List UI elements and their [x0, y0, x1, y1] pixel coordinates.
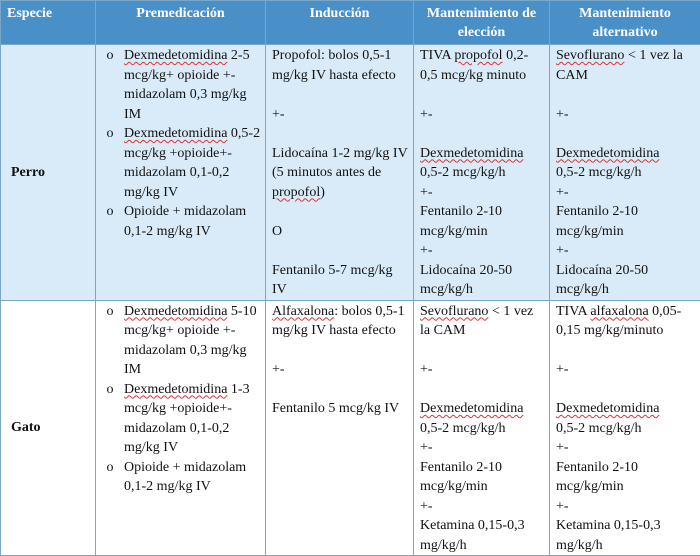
bullet-icon: o [102, 458, 118, 478]
mant-dex-dose: 0,5-2 mcg/kg/h [420, 419, 545, 439]
premed-option [102, 46, 261, 124]
drug-name: Dexmedetomidina [124, 126, 227, 141]
bullet-icon: o [102, 46, 118, 66]
row-gato [1, 300, 700, 556]
alt-tiva: TIVA alfaxalona 0,05-0,15 mg/kg/minuto [556, 302, 696, 341]
drug-name: Opioide + [124, 204, 181, 219]
bullet-icon: o [102, 302, 118, 322]
drug-dose: 1-3 mcg/kg +opioide+- midazolam 0,1-0,2 mg/kg IV [124, 382, 250, 456]
premed-option [102, 124, 261, 202]
separator: +- [420, 497, 545, 517]
drug-name: Dexmedetomidina [124, 304, 227, 319]
bullet-icon: o [102, 124, 118, 144]
mant-dex: Dexmedetomidina [420, 399, 545, 419]
header-induccion: Inducción [266, 1, 414, 45]
header-mantenimiento: Mantenimiento de elección [414, 1, 550, 45]
drug-dose: 0,5-2 mcg/kg +opioide+- midazolam 0,1-0,2 mg/kg IV [124, 126, 260, 200]
separator: +- [420, 360, 545, 380]
alt-lidocaina: Lidocaína 20-50 mcg/kg/h [556, 261, 696, 300]
separator: +- [556, 438, 696, 458]
perro-induccion [266, 45, 414, 301]
gato-premedicacion [96, 300, 266, 556]
mant-fentanilo: Fentanilo 2-10 mcg/kg/min [420, 458, 545, 497]
gato-induccion [266, 300, 414, 556]
induccion-lidocaina: Lidocaína 1-2 mg/kg IV (5 minutos antes de propofol) [272, 144, 409, 203]
alt-sevoflurano: Sevoflurano < 1 vez la CAM [556, 46, 696, 85]
premed-option [102, 302, 261, 380]
separator: O [272, 222, 409, 242]
gato-mantenimiento [414, 300, 550, 556]
perro-alternativo [550, 45, 700, 301]
species-perro: Perro [1, 45, 96, 301]
separator: +- [556, 105, 696, 125]
drug-dose: 2-5 mcg/kg+ opioide +- midazolam 0,3 mg/kg IM [124, 48, 250, 122]
separator: +- [556, 183, 696, 203]
alt-dex-dose: 0,5-2 mcg/kg/h [556, 163, 696, 183]
separator: +- [272, 105, 409, 125]
alt-dex: Dexmedetomidina [556, 144, 696, 164]
species-gato: Gato [1, 300, 96, 556]
alt-dex: Dexmedetomidina [556, 399, 696, 419]
alt-dex-dose: 0,5-2 mcg/kg/h [556, 419, 696, 439]
mant-fentanilo: Fentanilo 2-10 mcg/kg/min [420, 202, 545, 241]
bullet-icon: o [102, 380, 118, 400]
perro-premedicacion [96, 45, 266, 301]
perro-mantenimiento [414, 45, 550, 301]
header-especie: Especie [1, 1, 96, 45]
mant-dex: Dexmedetomidina [420, 144, 545, 164]
mant-lidocaina: Lidocaína 20-50 mcg/kg/h [420, 261, 545, 300]
mant-tiva: TIVA propofol 0,2-0,5 mcg/kg minuto [420, 46, 545, 85]
separator: +- [420, 241, 545, 261]
separator: +- [556, 241, 696, 261]
header-premedicacion: Premedicación [96, 1, 266, 45]
drug-name: Dexmedetomidina [124, 48, 227, 63]
separator: +- [420, 105, 545, 125]
gato-alternativo [550, 300, 700, 556]
header-row [1, 1, 700, 45]
separator: +- [420, 438, 545, 458]
drug-name: Dexmedetomidina [124, 382, 227, 397]
mant-dex-dose: 0,5-2 mcg/kg/h [420, 163, 545, 183]
premed-option [102, 458, 261, 497]
mant-sevoflurano: Sevoflurano < 1 vez la CAM [420, 302, 545, 341]
separator: +- [420, 183, 545, 203]
bullet-icon: o [102, 202, 118, 222]
row-perro [1, 45, 700, 301]
header-alternativo: Mantenimiento alternativo [550, 1, 700, 45]
separator: +- [556, 360, 696, 380]
induccion-fentanilo: Fentanilo 5-7 mcg/kg IV [272, 261, 409, 300]
alt-fentanilo: Fentanilo 2-10 mcg/kg/min [556, 202, 696, 241]
premed-option [102, 380, 261, 458]
alt-fentanilo: Fentanilo 2-10 mcg/kg/min [556, 458, 696, 497]
alt-ketamina: Ketamina 0,15-0,3 mg/kg/h [556, 516, 696, 555]
separator: +- [272, 360, 409, 380]
mant-ketamina: Ketamina 0,15-0,3 mg/kg/h [420, 516, 545, 555]
separator: +- [556, 497, 696, 517]
induccion-alfaxalona: Alfaxalona: bolos 0,5-1 mg/kg IV hasta efecto [272, 302, 409, 341]
drug-dose: 5-10 mcg/kg+ opioide +- midazolam 0,3 mg/kg IM [124, 304, 257, 378]
premed-option [102, 202, 261, 241]
induccion-fentanilo: Fentanilo 5 mcg/kg IV [272, 399, 409, 419]
drug-dose: midazolam 0,1-2 mg/kg IV [124, 460, 246, 495]
drug-name: Opioide + [124, 460, 181, 475]
drug-dose: midazolam 0,1-2 mg/kg IV [124, 204, 246, 239]
induccion-propofol: Propofol: bolos 0,5-1 mg/kg IV hasta efecto [272, 46, 409, 85]
